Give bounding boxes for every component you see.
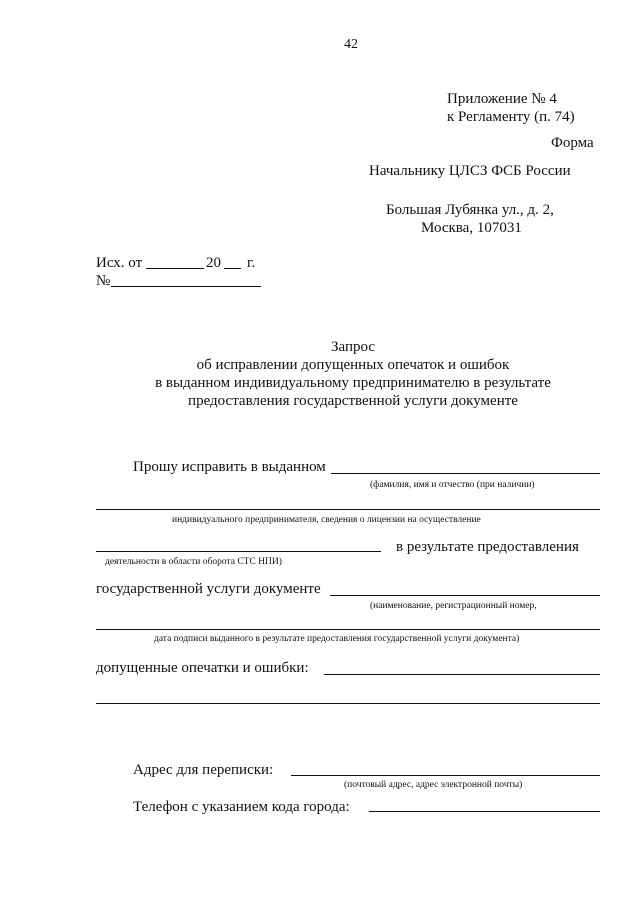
- activity-field[interactable]: [96, 551, 381, 552]
- license-field[interactable]: [96, 509, 600, 510]
- request-subtitle-2: в выданном индивидуальному предпринимателю в результате: [155, 375, 551, 391]
- outgoing-number-field[interactable]: [111, 286, 261, 287]
- outgoing-year-suffix: г.: [247, 255, 256, 271]
- outgoing-number-label: №: [96, 273, 111, 289]
- service-doc-text: государственной услуги документе: [96, 581, 321, 597]
- request-subtitle-1: об исправлении допущенных опечаток и ошибок: [196, 357, 510, 373]
- request-intro-text: Прошу исправить в выданном: [133, 459, 326, 475]
- request-subtitle-3: предоставления государственной услуги документе: [188, 393, 518, 409]
- hint-fio: (фамилия, имя и отчество (при наличии): [370, 480, 535, 490]
- outgoing-year-field[interactable]: [224, 268, 241, 269]
- request-title: Запрос: [330, 339, 376, 355]
- phone-field[interactable]: [369, 811, 600, 812]
- result-of-text: в результате предоставления: [396, 539, 579, 555]
- phone-label: Телефон с указанием кода города:: [133, 799, 350, 815]
- address-label: Адрес для переписки:: [133, 762, 274, 778]
- outgoing-ref-label: Исх. от: [96, 255, 143, 271]
- hint-license: индивидуального предпринимателя, сведения о лицензии на осуществление: [172, 515, 481, 525]
- appendix-number: Приложение № 4: [447, 91, 557, 107]
- fio-field[interactable]: [331, 473, 600, 474]
- addressee-street: Большая Лубянка ул., д. 2,: [386, 202, 554, 218]
- hint-doc-name: (наименование, регистрационный номер,: [370, 601, 537, 611]
- page-number: 42: [344, 37, 358, 52]
- errors-label: допущенные опечатки и ошибки:: [96, 660, 309, 676]
- outgoing-date-field[interactable]: [146, 268, 204, 269]
- hint-address: (почтовый адрес, адрес электронной почты): [344, 780, 523, 790]
- errors-field-2[interactable]: [96, 703, 600, 704]
- errors-field-1[interactable]: [324, 674, 600, 675]
- hint-activity: деятельности в области оборота СТС НПИ): [105, 557, 282, 567]
- appendix-reference: к Регламенту (п. 74): [447, 109, 575, 125]
- address-field[interactable]: [291, 775, 600, 776]
- addressee-city: Москва, 107031: [421, 220, 522, 236]
- addressee-title: Начальнику ЦЛСЗ ФСБ России: [369, 163, 571, 179]
- doc-date-field[interactable]: [96, 629, 600, 630]
- doc-name-field[interactable]: [330, 595, 600, 596]
- outgoing-year-prefix: 20: [206, 255, 221, 271]
- form-label: Форма: [551, 135, 594, 151]
- hint-doc-date: дата подписи выданного в результате предоставления государственной услуги документа): [154, 634, 520, 644]
